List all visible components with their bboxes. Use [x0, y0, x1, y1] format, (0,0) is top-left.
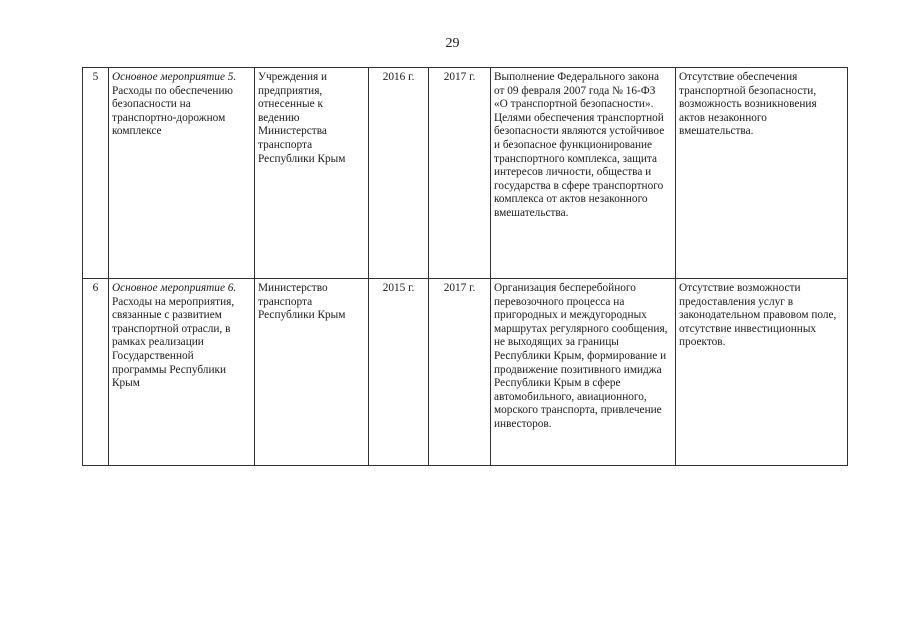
- end-year-cell: 2017 г.: [429, 279, 491, 466]
- row-number: 6: [83, 279, 109, 466]
- executor-cell: Министерство транспорта Республики Крым: [255, 279, 369, 466]
- result-cell: Выполнение Федерального закона от 09 февраля 2007 года № 16-ФЗ «О транспортной безопасности». Целями обеспечения транспортной безопасности являются устойчивое и безопасное функционирование транспортного комплекса, защита интересов личности, общества и государства в сфере транспортного комплекса от актов незаконного вмешательства.: [491, 68, 676, 279]
- measure-cell: [109, 68, 255, 279]
- start-year-cell: 2016 г.: [369, 68, 429, 279]
- table-row: [83, 279, 848, 466]
- measures-table: [82, 67, 848, 466]
- end-year-cell: 2017 г.: [429, 68, 491, 279]
- measure-text: Расходы на мероприятия, связанные с развитием транспортной отрасли, в рамках реализации Государственной программы Республики Крым: [112, 295, 235, 390]
- executor-cell: Учреждения и предприятия, отнесенные к ведению Министерства транспорта Республики Крым: [255, 68, 369, 279]
- start-year-cell: 2015 г.: [369, 279, 429, 466]
- measure-cell: [109, 279, 255, 466]
- result-cell: Организация бесперебойного перевозочного процесса на пригородных и междугородных маршрутах регулярного сообщения, не выходящих за границы Республики Крым, формирование и продвижение позитивного имиджа Республики Крым в сфере автомобильного, авиационного, морского транспорта, привлечение инвесторов.: [491, 279, 676, 466]
- row-number: 5: [83, 68, 109, 279]
- page-number: 29: [445, 36, 460, 51]
- measure-title: Основное мероприятие 6.: [112, 282, 237, 294]
- table-row: [83, 68, 848, 279]
- measure-text: Расходы по обеспечению безопасности на транспортно-дорожном комплексе: [112, 84, 233, 138]
- consequences-cell: Отсутствие возможности предоставления услуг в законодательном правовом поле, отсутствие инвестиционных проектов.: [676, 279, 848, 466]
- measure-title: Основное мероприятие 5.: [112, 71, 237, 83]
- consequences-cell: Отсутствие обеспечения транспортной безопасности, возможность возникновения актов незаконного вмешательства.: [676, 68, 848, 279]
